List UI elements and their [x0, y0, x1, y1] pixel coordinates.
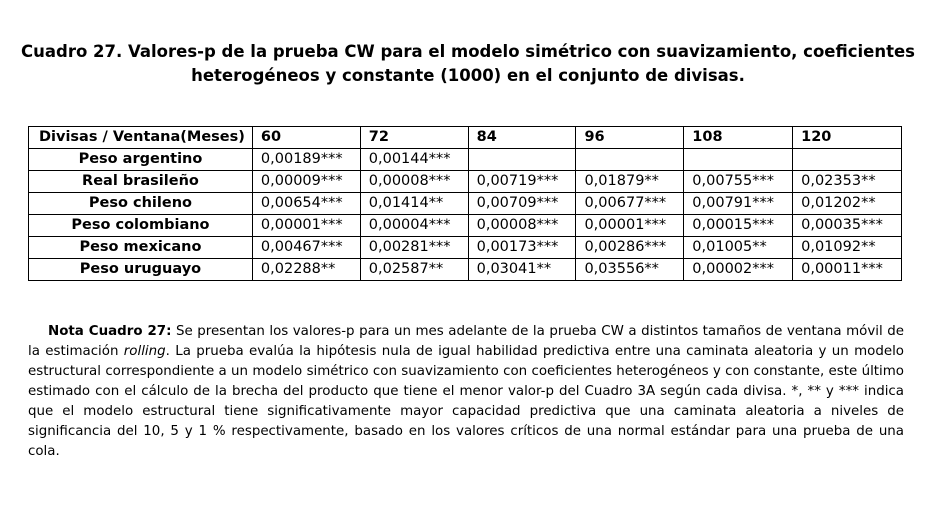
caption-line-1: Cuadro 27. Valores-p de la prueba CW para el modelo simétrico con suavizamiento, coeficientes — [21, 42, 915, 61]
table-row — [29, 237, 902, 259]
table-row — [29, 171, 902, 193]
table-row — [29, 193, 902, 215]
note-italic-term: rolling — [123, 344, 166, 359]
row-label: Peso uruguayo — [29, 259, 253, 281]
table-cell: 0,00173*** — [468, 237, 576, 259]
table-cell: 0,03556** — [576, 259, 684, 281]
table-cell: 0,00144*** — [360, 149, 468, 171]
table-cell: 0,00755*** — [684, 171, 793, 193]
table-cell: 0,00015*** — [684, 215, 793, 237]
column-header: 120 — [793, 127, 902, 149]
table-cell: 0,01005** — [684, 237, 793, 259]
table-row — [29, 215, 902, 237]
results-table — [28, 126, 902, 281]
table-cell: 0,01092** — [793, 237, 902, 259]
table-cell: 0,00719*** — [468, 171, 576, 193]
table-cell: 0,02587** — [360, 259, 468, 281]
table-caption — [20, 40, 916, 88]
column-header: 96 — [576, 127, 684, 149]
note-lead: Nota Cuadro 27: — [48, 324, 172, 339]
table-cell — [468, 149, 576, 171]
table-cell: 0,01202** — [793, 193, 902, 215]
header-row — [29, 127, 902, 149]
table-cell: 0,00001*** — [252, 215, 360, 237]
table-cell: 0,00002*** — [684, 259, 793, 281]
table-cell: 0,00001*** — [576, 215, 684, 237]
table-cell: 0,02288** — [252, 259, 360, 281]
table-cell — [793, 149, 902, 171]
row-label: Peso argentino — [29, 149, 253, 171]
table-cell: 0,00189*** — [252, 149, 360, 171]
table-cell: 0,00011*** — [793, 259, 902, 281]
note-text-part-1: Se presentan los valores-p para un mes adelante de la prueba CW a distintos tamaños de ventana móvil de la estimación — [28, 324, 904, 359]
column-header: 84 — [468, 127, 576, 149]
caption-line-2: heterogéneos y constante (1000) en el conjunto de divisas. — [191, 66, 745, 85]
table-cell: 0,00008*** — [360, 171, 468, 193]
table-cell: 0,00467*** — [252, 237, 360, 259]
table-cell: 0,00281*** — [360, 237, 468, 259]
row-label: Peso mexicano — [29, 237, 253, 259]
table-cell: 0,00286*** — [576, 237, 684, 259]
table-cell: 0,01414** — [360, 193, 468, 215]
column-header: Divisas / Ventana(Meses) — [29, 127, 253, 149]
table-cell: 0,00004*** — [360, 215, 468, 237]
table-cell — [576, 149, 684, 171]
row-label: Real brasileño — [29, 171, 253, 193]
table-cell: 0,01879** — [576, 171, 684, 193]
table-row — [29, 149, 902, 171]
table-cell: 0,02353** — [793, 171, 902, 193]
column-header: 108 — [684, 127, 793, 149]
table-cell: 0,03041** — [468, 259, 576, 281]
table-note — [28, 322, 904, 462]
table-row — [29, 259, 902, 281]
table-cell: 0,00709*** — [468, 193, 576, 215]
row-label: Peso chileno — [29, 193, 253, 215]
table-cell: 0,00677*** — [576, 193, 684, 215]
column-header: 72 — [360, 127, 468, 149]
row-label: Peso colombiano — [29, 215, 253, 237]
note-text-part-2: . La prueba evalúa la hipótesis nula de igual habilidad predictiva entre una caminata aleatoria y un modelo estructural correspondiente a un modelo simétrico con suavizamiento con coeficientes heterogéneos y con constante, este último estimado con el cálculo de la brecha del producto que tiene el menor valor-p del Cuadro 3A según cada divisa. *, ** y *** indica que el modelo estructural tiene significativamente mayor capacidad predictiva que una caminata aleatoria a niveles de significancia del 10, 5 y 1 % respectivamente, basado en los valores críticos de una normal estándar para una prueba de una cola. — [28, 344, 904, 459]
table-cell — [684, 149, 793, 171]
column-header: 60 — [252, 127, 360, 149]
table-cell: 0,00654*** — [252, 193, 360, 215]
table-cell: 0,00035*** — [793, 215, 902, 237]
table-cell: 0,00008*** — [468, 215, 576, 237]
table-cell: 0,00009*** — [252, 171, 360, 193]
table-cell: 0,00791*** — [684, 193, 793, 215]
